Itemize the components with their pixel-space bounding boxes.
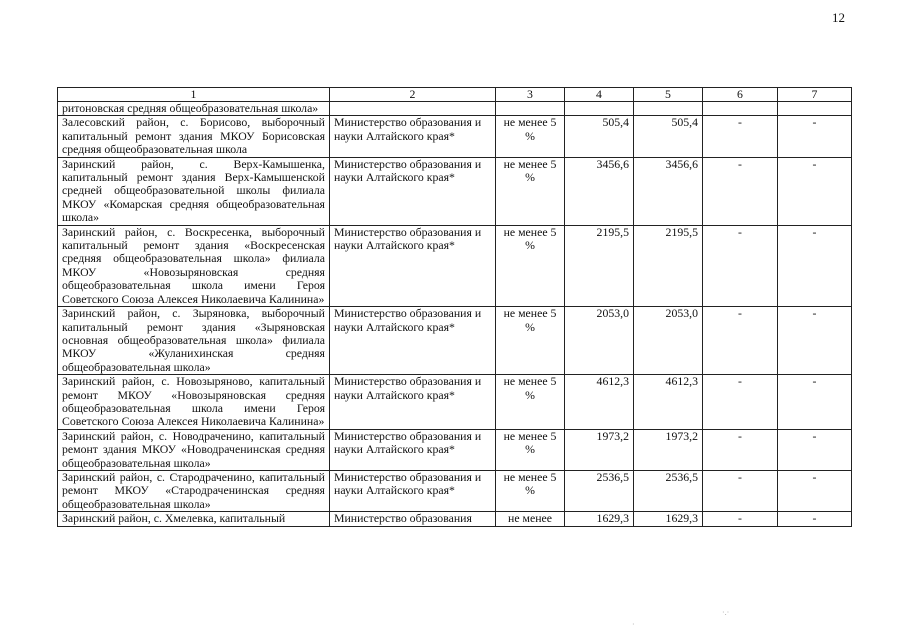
amount-total-cell: 3456,6	[565, 157, 634, 225]
amount-total-cell: 2053,0	[565, 307, 634, 375]
object-description-cell: Заринский район, с. Верх-Камышенка, капитальный ремонт здания Верх-Камышенской средней общеобразовательной школы филиала МКОУ «Комарская средняя общеобразовательная школа»	[58, 157, 330, 225]
column-header: 4	[565, 88, 634, 102]
scan-speck: ·	[632, 620, 635, 629]
column-7-cell: -	[778, 307, 852, 375]
amount-year-cell: 2536,5	[634, 470, 703, 511]
column-header: 2	[330, 88, 496, 102]
object-description-cell: Заринский район, с. Новозыряново, капитальный ремонт МКОУ «Новозыряновская средняя общеобразовательная школа имени Героя Советского Союза Алексея Николаевича Калинина»	[58, 375, 330, 430]
amount-total-cell: 2536,5	[565, 470, 634, 511]
amount-total-cell: 505,4	[565, 116, 634, 157]
column-6-cell: -	[703, 429, 778, 470]
responsible-body-cell: Министерство образования и науки Алтайского края*	[330, 307, 496, 375]
cofinancing-cell: не менее 5 %	[496, 307, 565, 375]
table-row	[58, 225, 852, 306]
table-header-row	[58, 88, 852, 102]
amount-year-cell: 2053,0	[634, 307, 703, 375]
column-7-cell: -	[778, 157, 852, 225]
column-6-cell: -	[703, 157, 778, 225]
table-row	[58, 375, 852, 430]
column-7-cell	[778, 102, 852, 116]
cofinancing-cell: не менее 5 %	[496, 375, 565, 430]
object-description-cell: Залесовский район, с. Борисово, выборочный капитальный ремонт здания МКОУ Борисовская средняя общеобразовательная школа	[58, 116, 330, 157]
amount-year-cell: 1973,2	[634, 429, 703, 470]
responsible-body-cell: Министерство образования и науки Алтайского края*	[330, 470, 496, 511]
column-6-cell: -	[703, 116, 778, 157]
amount-total-cell: 4612,3	[565, 375, 634, 430]
cofinancing-cell: не менее 5 %	[496, 225, 565, 306]
column-header: 6	[703, 88, 778, 102]
amount-total-cell	[565, 102, 634, 116]
amount-total-cell: 2195,5	[565, 225, 634, 306]
responsible-body-cell: Министерство образования и науки Алтайского края*	[330, 157, 496, 225]
cofinancing-cell: не менее 5 %	[496, 116, 565, 157]
cofinancing-cell: не менее 5 %	[496, 429, 565, 470]
object-description-cell: Заринский район, с. Зыряновка, выборочный капитальный ремонт здания «Зыряновская основная общеобразовательная школа» филиала МКОУ «Жуланихинская средняя общеобразовательная школа»	[58, 307, 330, 375]
column-6-cell: -	[703, 375, 778, 430]
amount-year-cell: 505,4	[634, 116, 703, 157]
column-header: 5	[634, 88, 703, 102]
column-6-cell: -	[703, 512, 778, 526]
object-description-cell: Заринский район, с. Стародраченино, капитальный ремонт МКОУ «Стародраченинская средняя общеобразовательная школа»	[58, 470, 330, 511]
cofinancing-cell: не менее	[496, 512, 565, 526]
responsible-body-cell: Министерство образования и науки Алтайского края*	[330, 429, 496, 470]
responsible-body-cell: Министерство образования и науки Алтайского края*	[330, 225, 496, 306]
responsible-body-cell: Министерство образования	[330, 512, 496, 526]
amount-year-cell: 2195,5	[634, 225, 703, 306]
cofinancing-cell	[496, 102, 565, 116]
column-7-cell: -	[778, 225, 852, 306]
amount-year-cell: 3456,6	[634, 157, 703, 225]
column-7-cell: -	[778, 512, 852, 526]
table-row	[58, 470, 852, 511]
cofinancing-cell: не менее 5 %	[496, 157, 565, 225]
table-row	[58, 157, 852, 225]
amount-year-cell: 4612,3	[634, 375, 703, 430]
column-6-cell: -	[703, 307, 778, 375]
table-row	[58, 116, 852, 157]
column-7-cell: -	[778, 429, 852, 470]
table-row	[58, 429, 852, 470]
column-6-cell: -	[703, 470, 778, 511]
column-header: 1	[58, 88, 330, 102]
document-table	[57, 87, 852, 527]
table-row	[58, 102, 852, 116]
object-description-cell: Заринский район, с. Воскресенка, выборочный капитальный ремонт здания «Воскресенская средняя общеобразовательная школа» филиала МКОУ «Новозыряновская средняя общеобразовательная школа имени Героя Советского Союза Алексея Николаевича Калинина»	[58, 225, 330, 306]
amount-year-cell: 1629,3	[634, 512, 703, 526]
amount-total-cell: 1629,3	[565, 512, 634, 526]
amount-year-cell	[634, 102, 703, 116]
column-7-cell: -	[778, 375, 852, 430]
column-header: 3	[496, 88, 565, 102]
amount-total-cell: 1973,2	[565, 429, 634, 470]
object-description-cell: Заринский район, с. Хмелевка, капитальный	[58, 512, 330, 526]
column-7-cell: -	[778, 116, 852, 157]
column-6-cell	[703, 102, 778, 116]
column-6-cell: -	[703, 225, 778, 306]
object-description-cell: Заринский район, с. Новодраченино, капитальный ремонт здания МКОУ «Новодраченинская средняя общеобразовательная школа»	[58, 429, 330, 470]
page-number: 12	[832, 10, 845, 25]
column-7-cell: -	[778, 470, 852, 511]
responsible-body-cell: Министерство образования и науки Алтайского края*	[330, 116, 496, 157]
table-row	[58, 512, 852, 526]
scan-speck: ·.·	[722, 608, 730, 617]
responsible-body-cell	[330, 102, 496, 116]
column-header: 7	[778, 88, 852, 102]
object-description-cell: ритоновская средняя общеобразовательная школа»	[58, 102, 330, 116]
table-row	[58, 307, 852, 375]
cofinancing-cell: не менее 5 %	[496, 470, 565, 511]
responsible-body-cell: Министерство образования и науки Алтайского края*	[330, 375, 496, 430]
